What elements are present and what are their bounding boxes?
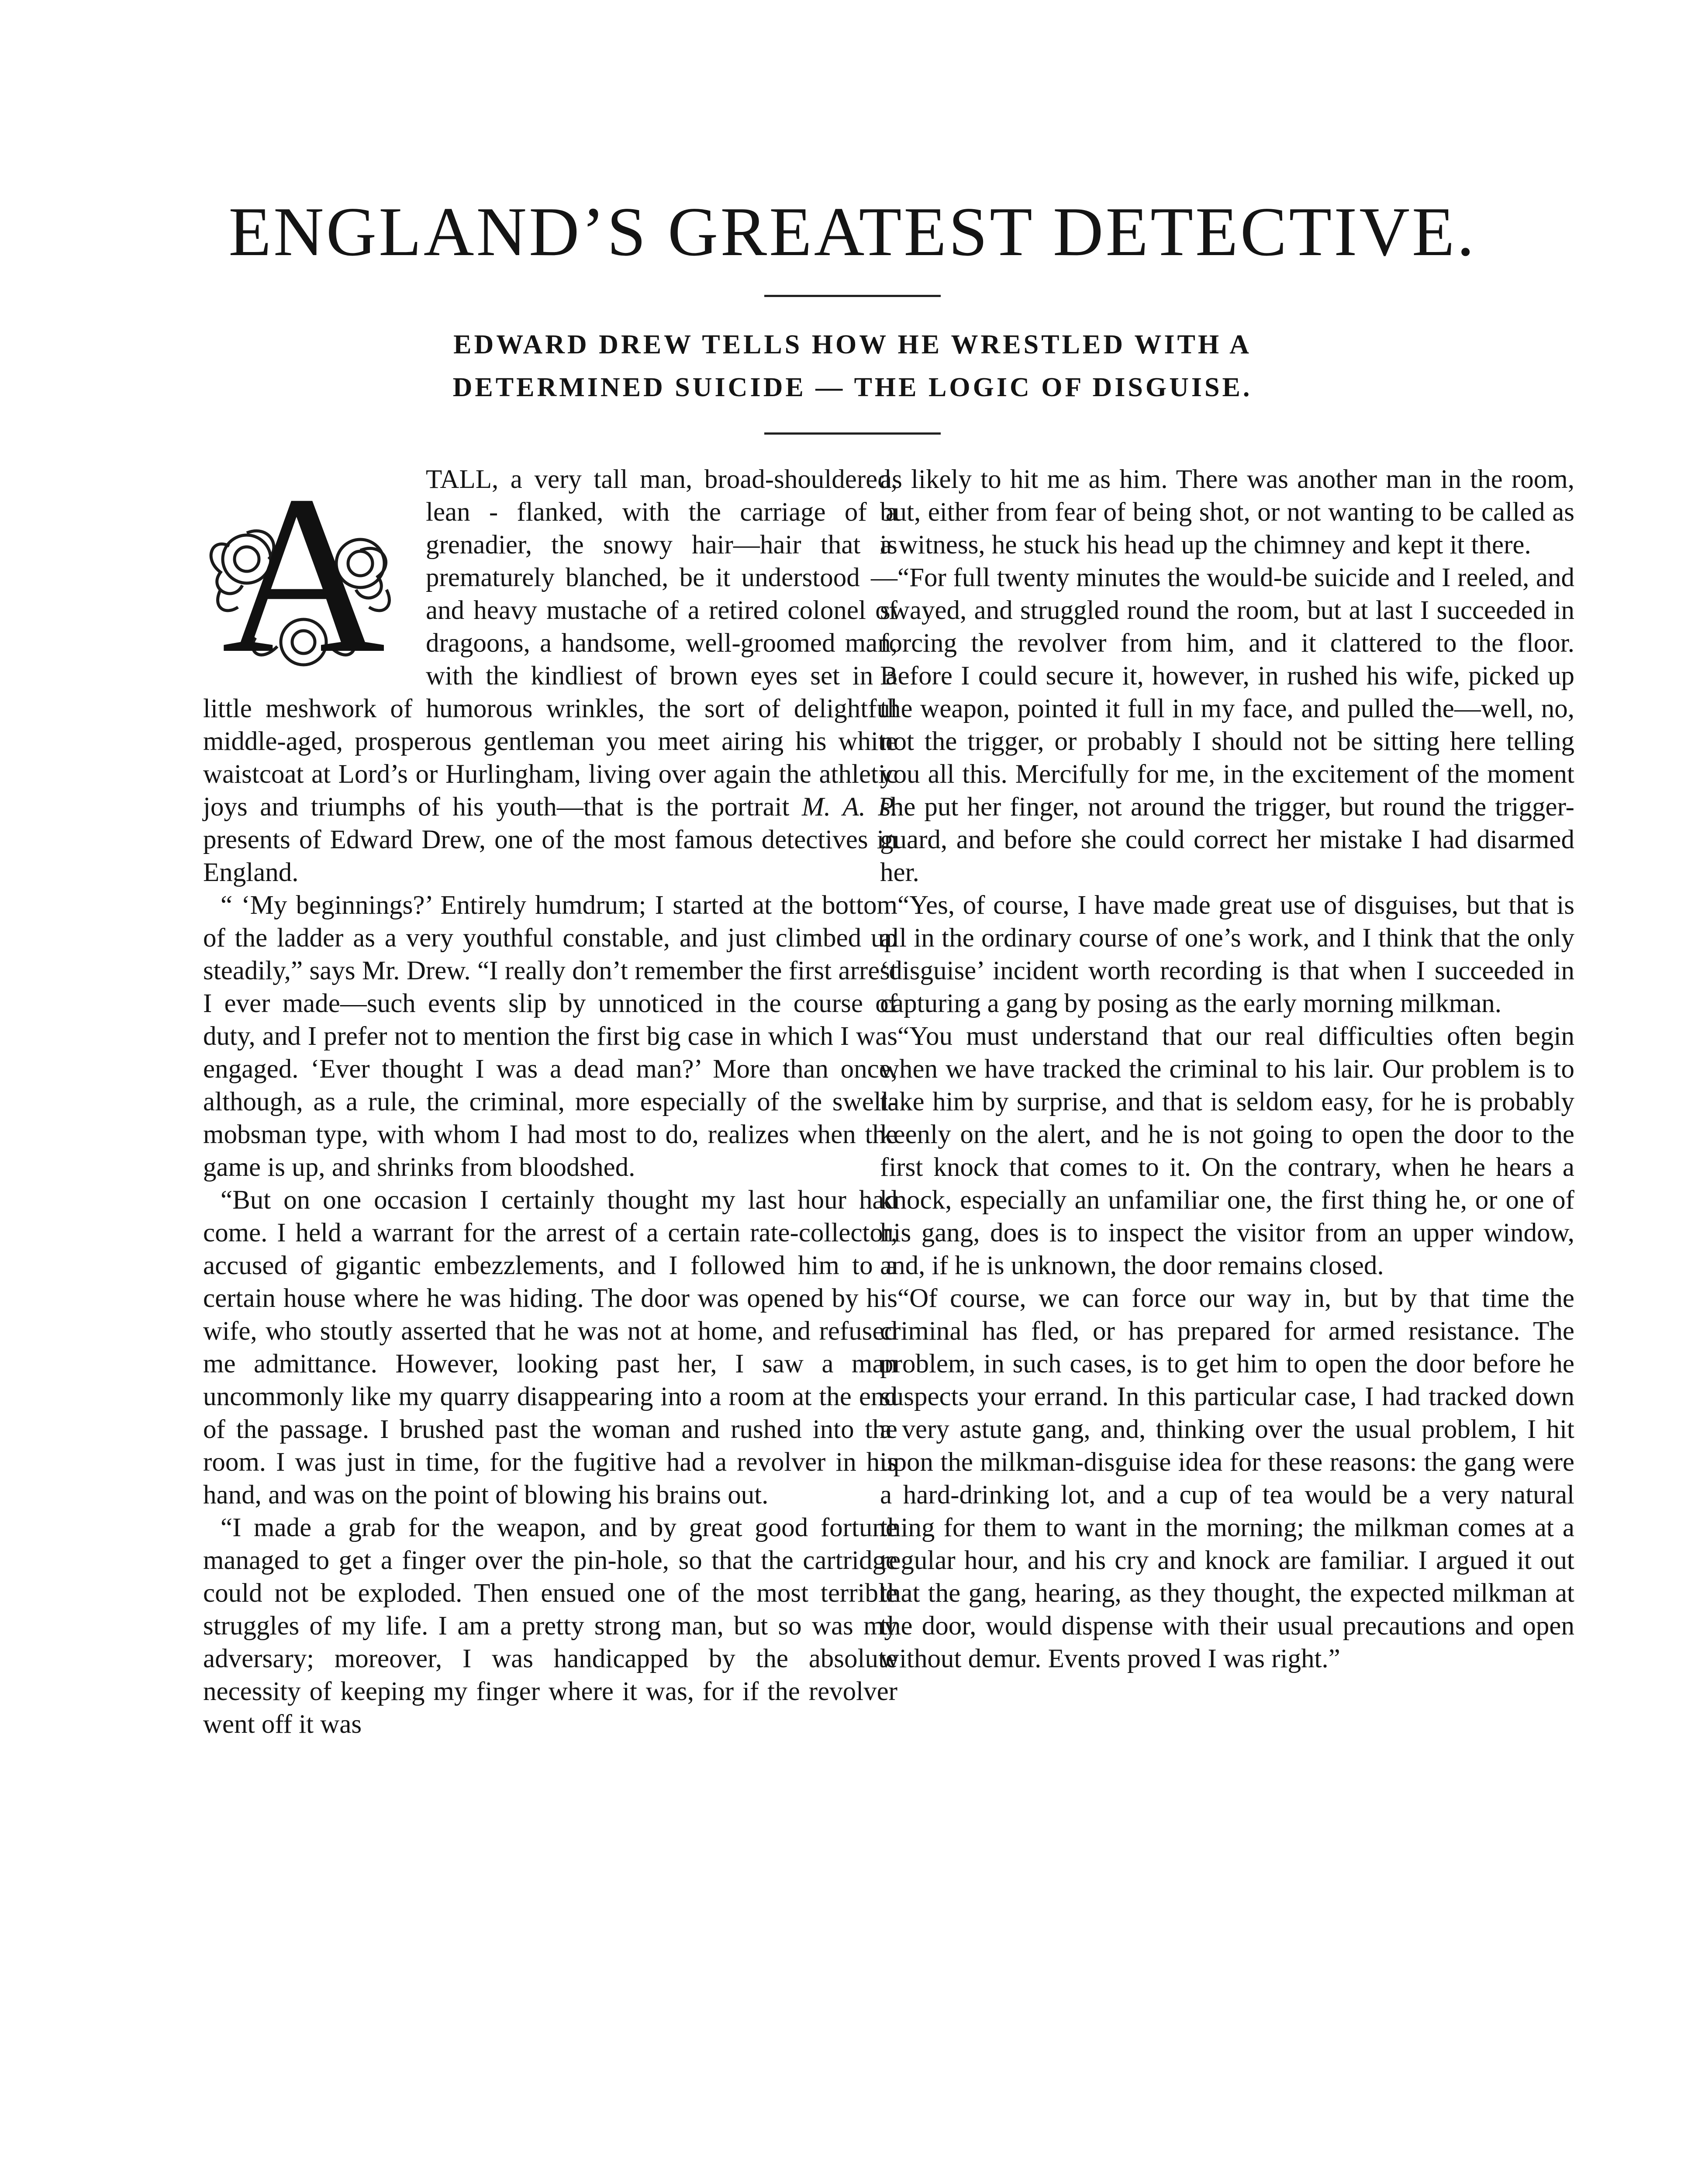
right-column	[880, 463, 1574, 1675]
publication-name: M. A. P.	[801, 792, 898, 822]
paragraph-1-tail: presents of Edward Drew, one of the most famous detectives in England.	[203, 825, 897, 887]
svg-text:A: A	[221, 459, 386, 677]
dropcap-letter	[194, 459, 413, 677]
paragraph-2: “ ‘My beginnings?’ Entirely humdrum; I started at the bottom of the ladder as a very youthful constable, and just climbed up steadily,” says Mr. Drew. “I really don’t remember the first arrest I ever made—such events slip by unnoticed in the course of duty, and I prefer not to mention the first big case in which I was engaged. ‘Ever thought I was a dead man?’ More than once, although, as a rule, the criminal, more especially of the swell-mobsman type, with whom I had most to do, realizes when the game is up, and shrinks from bloodshed.	[203, 891, 897, 1182]
left-column	[203, 459, 898, 1741]
paragraph-5: as likely to hit me as him. There was another man in the room, but, either from fear of being shot, or not wanting to be called as a witness, he stuck his head up the chimney and kept it there.	[880, 465, 1574, 560]
subtitle-rule	[764, 432, 941, 435]
subtitle-line-2: DETERMINED SUICIDE — THE LOGIC OF DISGUISE.	[452, 373, 1253, 402]
article-subtitle	[0, 323, 1705, 409]
paragraph-8: “You must understand that our real difficulties often begin when we have tracked the criminal to his lair. Our problem is to take him by surprise, and that is seldom easy, for he is probably keenly on the alert, and he is not going to open the door to the first knock that comes to it. On the contrary, when he hears a knock, especially an unfamiliar one, the first thing he, or one of his gang, does is to inspect the visitor from an upper window, and, if he is unknown, the door remains closed.	[880, 1022, 1574, 1280]
paragraph-4: “I made a grab for the weapon, and by great good fortune managed to get a finger over the pin-hole, so that the cartridge could not be exploded. Then ensued one of the most terrible struggles of my life. I am a pretty strong man, but so was my adversary; moreover, I was handicapped by the absolute necessity of keeping my finger where it was, for if the revolver went off it was	[203, 1513, 897, 1739]
dropcap-ornament	[194, 459, 413, 677]
paragraph-3: “But on one occasion I certainly thought my last hour had come. I held a warrant for the arrest of a certain rate-collector, accused of gigantic embezzlements, and I followed him to a certain house where he was hiding. The door was opened by his wife, who stoutly asserted that he was not at home, and refused me admittance. However, looking past her, I saw a man uncommonly like my quarry disappearing into a room at the end of the passage. I brushed past the woman and rushed into the room. I was just in time, for the fugitive had a revolver in his hand, and was on the point of blowing his brains out.	[203, 1185, 897, 1510]
paragraph-1-text: TALL, a very tall man, broad-shouldered, lean - flanked, with the carriage of a grenadier, the snowy hair—hair that is prematurely blanched, be it understood —and heavy mustache of a retired colonel of dragoons, a handsome, well-groomed man, with the kindliest of brown eyes set in a little meshwork of humorous wrinkles, the sort of delightful middle-aged, prosperous gentleman you meet airing his white waistcoat at Lord’s or Hurlingham, living over again the athletic joys and triumphs of his youth—that is the portrait	[203, 465, 897, 822]
article-title: ENGLAND’S GREATEST DETECTIVE.	[228, 193, 1477, 270]
paragraph-9: “Of course, we can force our way in, but by that time the criminal has fled, or has prepared for armed resistance. The problem, in such cases, is to get him to open the door before he suspects your errand. In this particular case, I had tracked down a very astute gang, and, thinking over the usual problem, I hit upon the milkman-disguise idea for these reasons: the gang were a hard-drinking lot, and a cup of tea would be a very natural thing for them to want in the morning; the milkman comes at a regular hour, and his cry and knock are familiar. I argued it out that the gang, hearing, as they thought, the expected milkman at the door, would dispense with their usual precautions and open without demur. Events proved I was right.”	[880, 1284, 1574, 1673]
paragraph-6: “For full twenty minutes the would-be suicide and I reeled, and swayed, and struggled round the room, but at last I succeeded in forcing the revolver from him, and it clattered to the floor. Before I could secure it, however, in rushed his wife, picked up the weapon, pointed it full in my face, and pulled the—well, no, not the trigger, or probably I should not be sitting here telling you all this. Mercifully for me, in the excitement of the moment she put her finger, not around the trigger, but round the trigger-guard, and before she could correct her mistake I had disarmed her.	[880, 563, 1574, 887]
paragraph-7: “Yes, of course, I have made great use of disguises, but that is all in the ordinary course of one’s work, and I think that the only ‘disguise’ incident worth recording is that when I succeeded in capturing a gang by posing as the early morning milkman.	[880, 891, 1574, 1018]
title-rule	[764, 295, 941, 297]
subtitle-line-1: EDWARD DREW TELLS HOW HE WRESTLED WITH A	[453, 330, 1252, 359]
